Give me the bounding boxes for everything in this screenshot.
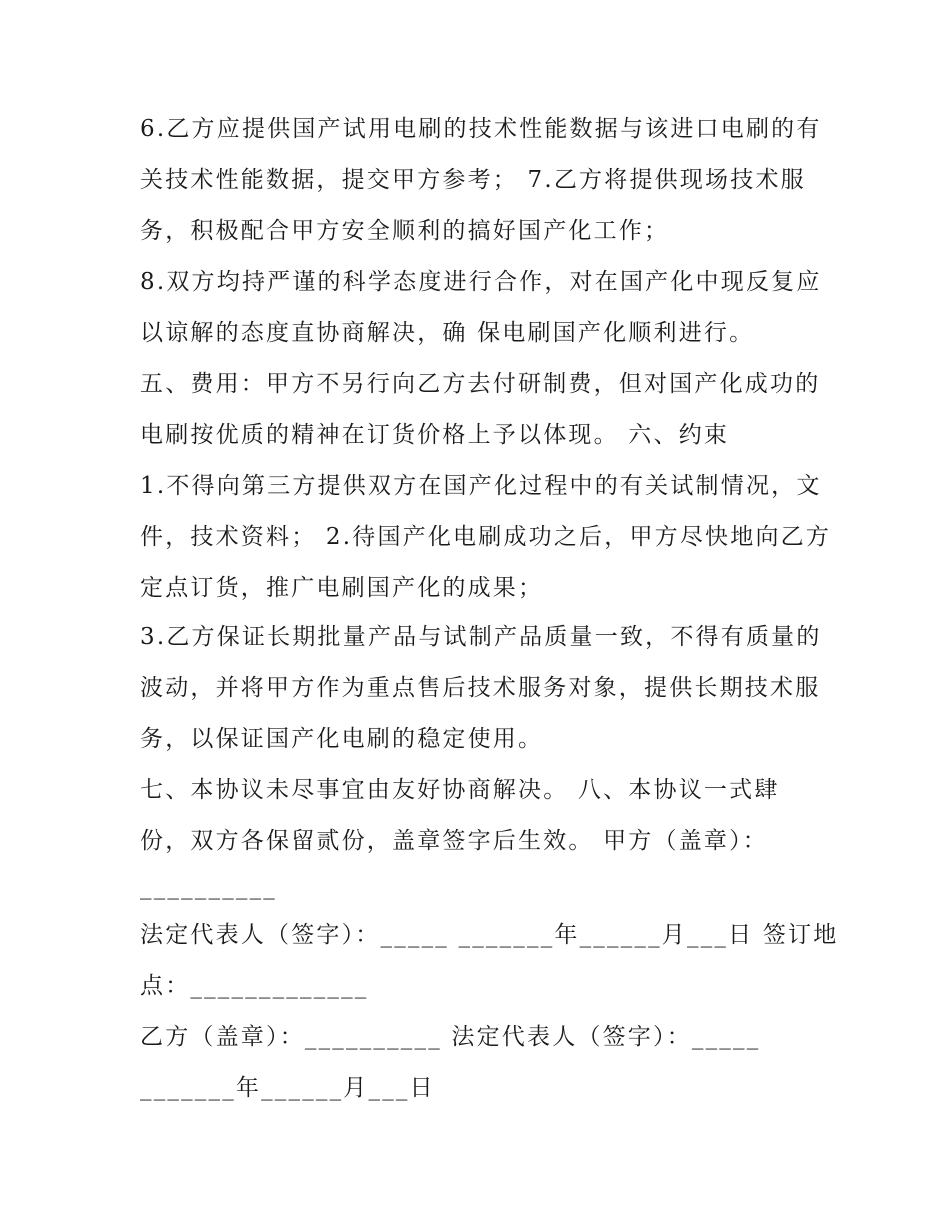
text-line: 1.不得向第三方提供双方在国产化过程中的有关试制情况，文 [140, 473, 822, 499]
text-line: 务，积极配合甲方安全顺利的搞好国产化工作； [140, 218, 670, 244]
text-line: 件，技术资料； 2.待国产化电刷成功之后，甲方尽快地向乙方 [140, 524, 832, 550]
text-line: 波动，并将甲方作为重点售后技术服务对象，提供长期技术服 [140, 675, 821, 701]
text-line: 法定代表人（签字）：_____ _______年______月___日 签订地 [140, 922, 839, 948]
text-line: 关技术性能数据，提交甲方参考； 7.乙方将提供现场技术服 [140, 167, 806, 193]
text-line: 6.乙方应提供国产试用电刷的技术性能数据与该进口电刷的有 [140, 116, 822, 142]
text-line: 七、本协议未尽事宜由友好协商解决。 八、本协议一式肆 [140, 777, 780, 803]
text-line: 定点订货，推广电刷国产化的成果； [140, 575, 544, 601]
text-line: 8.双方均持严谨的科学态度进行合作，对在国产化中现反复应 [140, 269, 822, 295]
text-line: 点：_____________ [140, 973, 369, 999]
text-line: _______年______月___日 [140, 1075, 435, 1101]
text-line: 五、费用：甲方不另行向乙方去付研制费，但对国产化成功的 [140, 371, 821, 397]
text-line: 以谅解的态度直协商解决，确 保电刷国产化顺利进行。 [140, 320, 755, 346]
signature-blank: __________ [140, 874, 277, 900]
text-line: 份，双方各保留贰份，盖章签字后生效。 甲方（盖章）： [140, 828, 769, 854]
text-line: 3.乙方保证长期批量产品与试制产品质量一致，不得有质量的 [140, 624, 822, 650]
text-line: 电刷按优质的精神在订货价格上予以体现。 六、约束 [140, 422, 730, 448]
text-line: 乙方（盖章）：__________ 法定代表人（签字）：_____ [140, 1024, 761, 1050]
text-line: 务，以保证国产化电刷的稳定使用。 [140, 726, 544, 752]
